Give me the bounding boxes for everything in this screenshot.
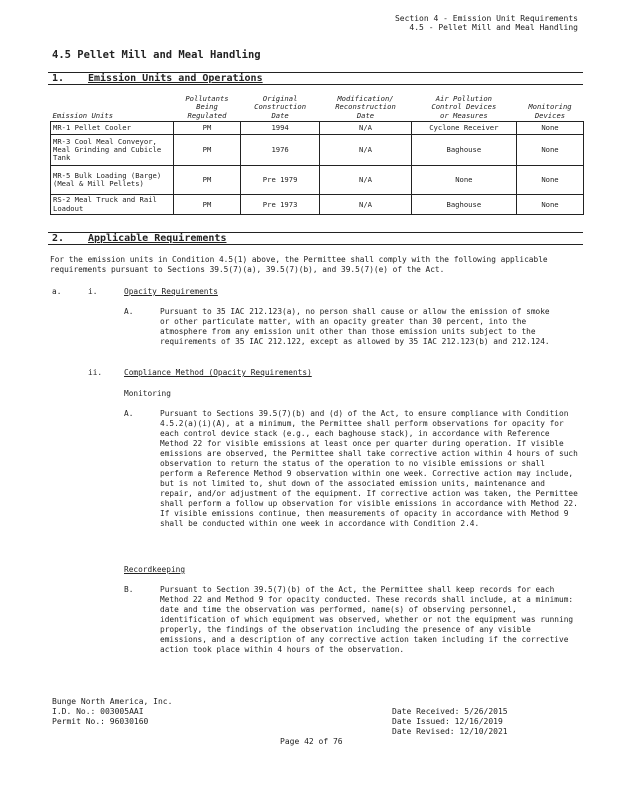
footer-company: Bunge North America, Inc. [52,697,173,706]
table-row [51,195,584,215]
item-a-A-label: A. [124,307,134,316]
compliance-method-title: Compliance Method (Opacity Requirements) [124,368,312,377]
running-header-subsection: 4.5 - Pellet Mill and Meal Handling [409,23,578,32]
cell-control: Baghouse [411,195,516,215]
cell-monitoring: None [516,195,583,215]
cell-monitoring: None [516,166,583,195]
running-header-section: Section 4 - Emission Unit Requirements [394,14,578,23]
cell-unit: MR-3 Cool Meal Conveyor, Meal Grinding and Cubicle Tank [51,135,174,166]
col-header-unit: Emission Units [51,95,174,122]
section-2-title: Applicable Requirements [88,233,227,244]
section-2-number: 2. [52,233,65,244]
item-a-label: a. [52,287,62,296]
item-a-i-label: i. [88,287,98,296]
col-header-controls: Air Pollution Control Devices or Measures [411,95,516,122]
cell-control: Cyclone Receiver [411,122,516,135]
cell-construction: 1976 [240,135,319,166]
cell-modification: N/A [320,195,412,215]
page-number: Page 42 of 76 [280,737,343,746]
table-row [51,135,584,166]
monitoring-text: Pursuant to Sections 39.5(7)(b) and (d) of the Act, to ensure compliance with Condition 4.5.2(a)(i)(A), at a minimum, the Permittee shall perform observations for opacity for each control device stack (e.g., each baghouse stack), in accordance with Reference Method 22 for visible emissions at least once per quarter during operation. If visible emissions are observed, the Permittee shall take corrective action within 4 hours of such observation to return the status of the operation to no visible emissions or shall perform a Reference Method 9 observation within one week. Corrective action may include, but is not limited to, shut down of the associated emission units, maintenance and repair, and/or adjustment of the equipment. If corrective action was taken, the Permittee shall perform a follow up observation for visible emissions in accordance with Method 22. If visible emissions continue, then measurements of opacity in accordance with Method 9 shall be conducted within one week in accordance with Condition 2.4. [160,409,578,528]
col-header-construction: Original Construction Date [240,95,319,122]
cell-construction: Pre 1979 [240,166,319,195]
monitoring-subheading: Monitoring [124,389,171,398]
cell-modification: N/A [320,135,412,166]
cell-unit: RS-2 Meal Truck and Rail Loadout [51,195,174,215]
cell-control: Baghouse [411,135,516,166]
col-header-modification: Modification/ Reconstruction Date [320,95,412,122]
cell-pollutant: PM [174,122,241,135]
cell-monitoring: None [516,122,583,135]
footer-date-received: Date Received: 5/26/2015 [392,707,508,716]
table-row [51,122,584,135]
cell-unit: MR-5 Bulk Loading (Barge) (Meal & Mill Pellets) [51,166,174,195]
footer-id-number: I.D. No.: 003005AAI [52,707,144,716]
section-1-title: Emission Units and Operations [88,73,263,84]
cell-unit: MR-1 Pellet Cooler [51,122,174,135]
footer-date-issued: Date Issued: 12/16/2019 [392,717,503,726]
recordkeeping-subheading: Recordkeeping [124,565,186,574]
cell-construction: Pre 1973 [240,195,319,215]
col-header-pollutants: Pollutants Being Regulated [174,95,241,122]
section-2-bar [48,232,583,245]
opacity-requirements-title: Opacity Requirements [124,287,218,296]
cell-construction: 1994 [240,122,319,135]
cell-modification: N/A [320,122,412,135]
cell-pollutant: PM [174,166,241,195]
item-ii-label: ii. [88,368,103,377]
opacity-requirement-text: Pursuant to 35 IAC 212.123(a), no person shall cause or allow the emission of smoke or other particulate matter, with an opacity greater than 30 percent, into the atmosphere from any emission unit other than those emission units subject to the requirements of 35 IAC 212.122, except as allowed by 35 IAC 212.123(b) and 212.124. [160,307,550,346]
recordkeeping-text: Pursuant to Section 39.5(7)(b) of the Act, the Permittee shall keep records for each Method 22 and Method 9 for opacity conducted. These records shall include, at a minimum: date and time the observation was performed, name(s) of observing personnel, identification of which equipment was observed, whether or not the equipment was running properly, the findings of the observation including the presence of any visible emissions, and a description of any corrective action taken including if the corrective action took place within 4 hours of the observation. [160,585,574,654]
cell-pollutant: PM [174,195,241,215]
emission-units-table [50,95,584,215]
footer-date-revised: Date Revised: 12/10/2021 [392,727,508,736]
cell-modification: N/A [320,166,412,195]
section-1-number: 1. [52,73,65,84]
item-ii-B-label: B. [124,585,134,594]
cell-monitoring: None [516,135,583,166]
item-ii-A-label: A. [124,409,134,418]
intro-paragraph: For the emission units in Condition 4.5(1) above, the Permittee shall comply with the following applicable requirements pursuant to Sections 39.5(7)(a), 39.5(7)(b), and 39.5(7)(e) of the Act. [50,255,548,274]
table-row [51,166,584,195]
cell-pollutant: PM [174,135,241,166]
section-heading: 4.5 Pellet Mill and Meal Handling [52,49,261,61]
col-header-monitoring: Monitoring Devices [516,95,583,122]
footer-permit-number: Permit No.: 96030160 [52,717,149,726]
cell-control: None [411,166,516,195]
section-1-bar [48,72,583,85]
table-header-row [51,95,584,122]
